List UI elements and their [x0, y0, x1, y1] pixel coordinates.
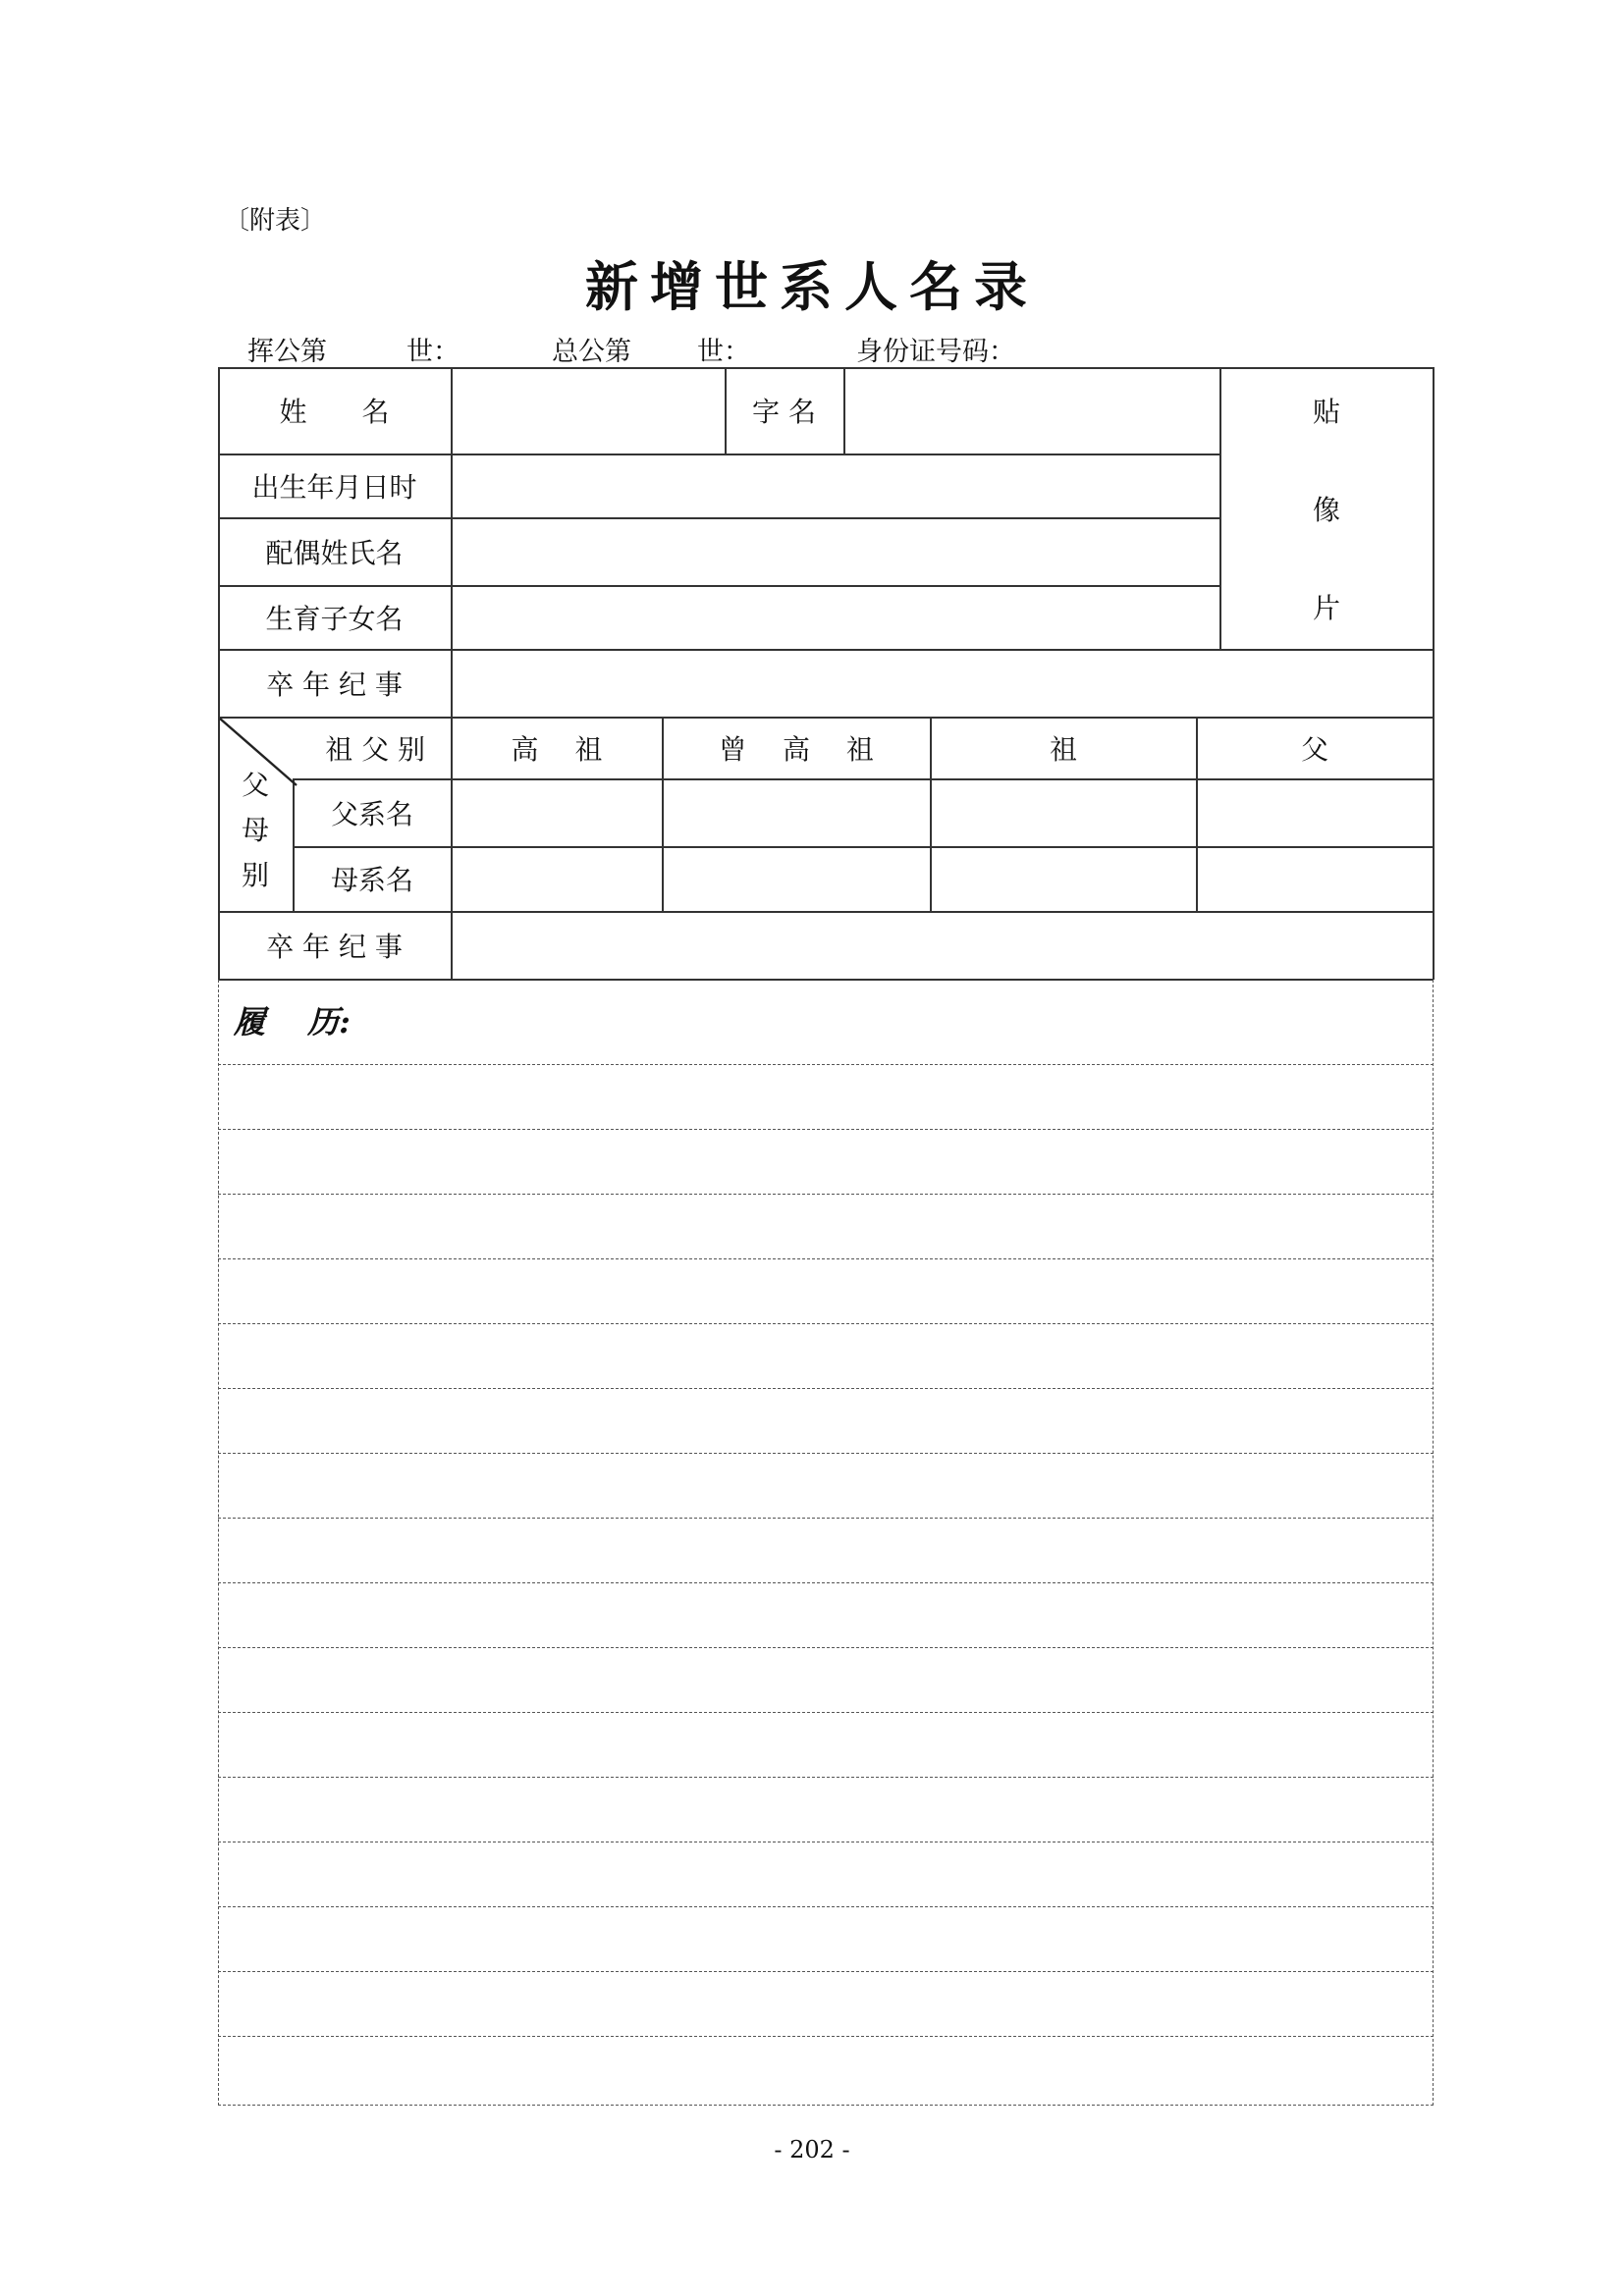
paternal-name-label: 父系名 [330, 797, 413, 830]
spouse-field[interactable] [452, 517, 1219, 585]
col-great-great-great-grandfather: 曾 高 祖 [719, 732, 874, 766]
name-label: 姓 名 [279, 396, 390, 428]
maternal-zu-field[interactable] [931, 846, 1196, 911]
death-record-label-2: 卒 年 纪 事 [266, 930, 403, 963]
photo-box[interactable] [1220, 367, 1433, 649]
death-record-field[interactable] [452, 649, 1433, 717]
photo-char-1: 贴 [1312, 395, 1340, 428]
birth-field[interactable] [452, 454, 1219, 517]
generation-label-2: 世： [697, 337, 750, 367]
maternal-fu-field[interactable] [1197, 846, 1433, 911]
col-father: 父 [1300, 732, 1328, 766]
name-field[interactable] [452, 367, 725, 454]
resume-label: 履 历: [234, 1003, 351, 1041]
parent-side-char-1: 父 [241, 769, 269, 801]
id-number-label: 身份证号码： [856, 337, 1015, 367]
courtesy-name-field[interactable] [844, 367, 1219, 454]
page-number: - 202 - [774, 2136, 850, 2163]
col-grandfather: 祖 [1049, 732, 1077, 766]
parent-side-char-2: 母 [241, 814, 269, 846]
page-title: 新增世系人名录 [585, 255, 1039, 318]
parent-side-label [218, 746, 293, 911]
birth-label: 出生年月日时 [251, 470, 417, 504]
maternal-zenggaozu-field[interactable] [663, 846, 930, 911]
photo-char-2: 像 [1312, 493, 1340, 526]
spouse-label: 配偶姓氏名 [265, 536, 404, 569]
parent-side-char-3: 别 [241, 859, 269, 891]
photo-char-3: 片 [1312, 591, 1340, 624]
paternal-fu-field[interactable] [1197, 778, 1433, 846]
generation-label-1: 世： [406, 337, 460, 367]
paternal-zu-field[interactable] [931, 778, 1196, 846]
col-great-great-grandfather: 高 祖 [511, 732, 603, 766]
death-record-label: 卒 年 纪 事 [266, 667, 403, 701]
zonggong-label: 总公第 [552, 337, 631, 367]
paternal-gaozu-field[interactable] [452, 778, 662, 846]
children-field[interactable] [452, 585, 1219, 649]
children-label: 生育子女名 [265, 602, 404, 635]
courtesy-name-label: 字 名 [752, 396, 816, 428]
huigong-label: 挥公第 [247, 337, 327, 367]
paternal-zenggaozu-field[interactable] [663, 778, 930, 846]
death-record-field-2[interactable] [452, 911, 1433, 979]
appendix-note: 〔附表〕 [224, 206, 327, 236]
maternal-gaozu-field[interactable] [452, 846, 662, 911]
maternal-name-label: 母系名 [330, 864, 413, 896]
ancestor-header-label: 祖 父 别 [325, 732, 425, 766]
